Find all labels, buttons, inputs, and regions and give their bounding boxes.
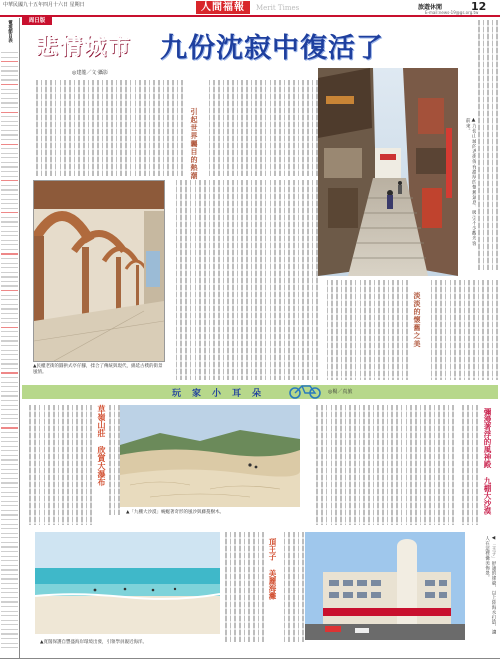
photo-building — [305, 532, 465, 640]
caption-desert: ▲「九棚大沙漠」蜿蜒著奇形的風沙與藤蔓樹木。 — [126, 510, 224, 515]
article-body-5 — [424, 280, 498, 380]
photo-arcade-street — [33, 180, 165, 362]
section-banner-byline: ◎楊／真旅 — [328, 389, 353, 395]
tv-guide-title: 電視節目表 — [7, 20, 13, 43]
section-banner-title: 玩 家 小 耳 朵 — [172, 389, 263, 399]
arcade-photo-svg — [34, 181, 164, 361]
headline-part-a: 悲情城市 — [36, 34, 133, 60]
section-label: 旅遊休閒 — [418, 4, 443, 11]
header-logo-box — [196, 1, 250, 14]
headline-part-b: 九份沈寂中復活了 — [160, 33, 384, 64]
lower-body-left-2 — [106, 405, 120, 515]
tv-guide-listings — [1, 52, 18, 652]
side-caption-1: ▲九份山城的老街保有濃厚的懷舊氣息，吸引不少觀光客前來。 — [464, 118, 476, 246]
header-rule — [0, 15, 500, 17]
bicycle-icon — [288, 383, 322, 399]
header-logo: 人間福報 — [201, 2, 245, 13]
right-column-text — [478, 20, 498, 270]
lower-body-beach-side — [222, 532, 264, 642]
article-body-2 — [200, 80, 318, 176]
building-photo-svg — [305, 532, 465, 640]
article-body-3 — [168, 180, 318, 380]
header-logo-sub: Merit Times — [256, 4, 300, 12]
photo-beach — [35, 532, 220, 634]
lower-body-mid — [304, 405, 454, 525]
caption-building: ◀「王子」舒適的建築，以上陸海水打造，讓人在這裡優美佈景。 — [484, 536, 496, 635]
tv-guide-column — [0, 18, 20, 658]
beach-photo-svg — [35, 532, 220, 634]
article-byline: ◎建龍／文‧攝影 — [72, 70, 108, 76]
page-number: 12 — [471, 0, 487, 13]
photo-desert — [120, 405, 300, 507]
section-banner — [22, 385, 498, 399]
pullquote-2: 淡淡的懷舊之美 — [413, 292, 421, 348]
photo-caption-arcade: ▲民權老街的圓拱式亭仔腳，揉合了傳統與現代，綿延古樸的街景風情。 — [33, 364, 163, 375]
subtitle-right: 彌漫著浮的風神殿 九棚大沙漠 — [483, 408, 492, 515]
footer-rule — [0, 658, 500, 659]
photo-jiufen-alley — [318, 68, 458, 276]
header-email: E-mail:news-19@gs.org.tw — [425, 10, 479, 15]
pullquote-1: 引起世界矚目的熱潮 — [190, 108, 198, 180]
header-date: 中華民國九十五年四月十六日 星期日 — [3, 2, 85, 8]
caption-beach: ▲寬闊保護自豐盛海岸環境出發，引領學員親近海洋。 — [40, 640, 147, 645]
lower-body-left — [26, 405, 92, 525]
article-body-1 — [25, 80, 183, 176]
article-body-4 — [320, 280, 408, 380]
lower-body-building-side — [278, 532, 304, 642]
desert-photo-svg — [120, 405, 300, 507]
day-badge: 周日版 — [22, 17, 52, 25]
lower-body-right — [458, 405, 478, 525]
subtitle-left: 草嶺山莊 欣賞大瀑布 — [97, 405, 106, 486]
alley-photo-svg — [318, 68, 458, 276]
subtitle-mid: 頂王子 美麗海灘 — [268, 538, 277, 600]
